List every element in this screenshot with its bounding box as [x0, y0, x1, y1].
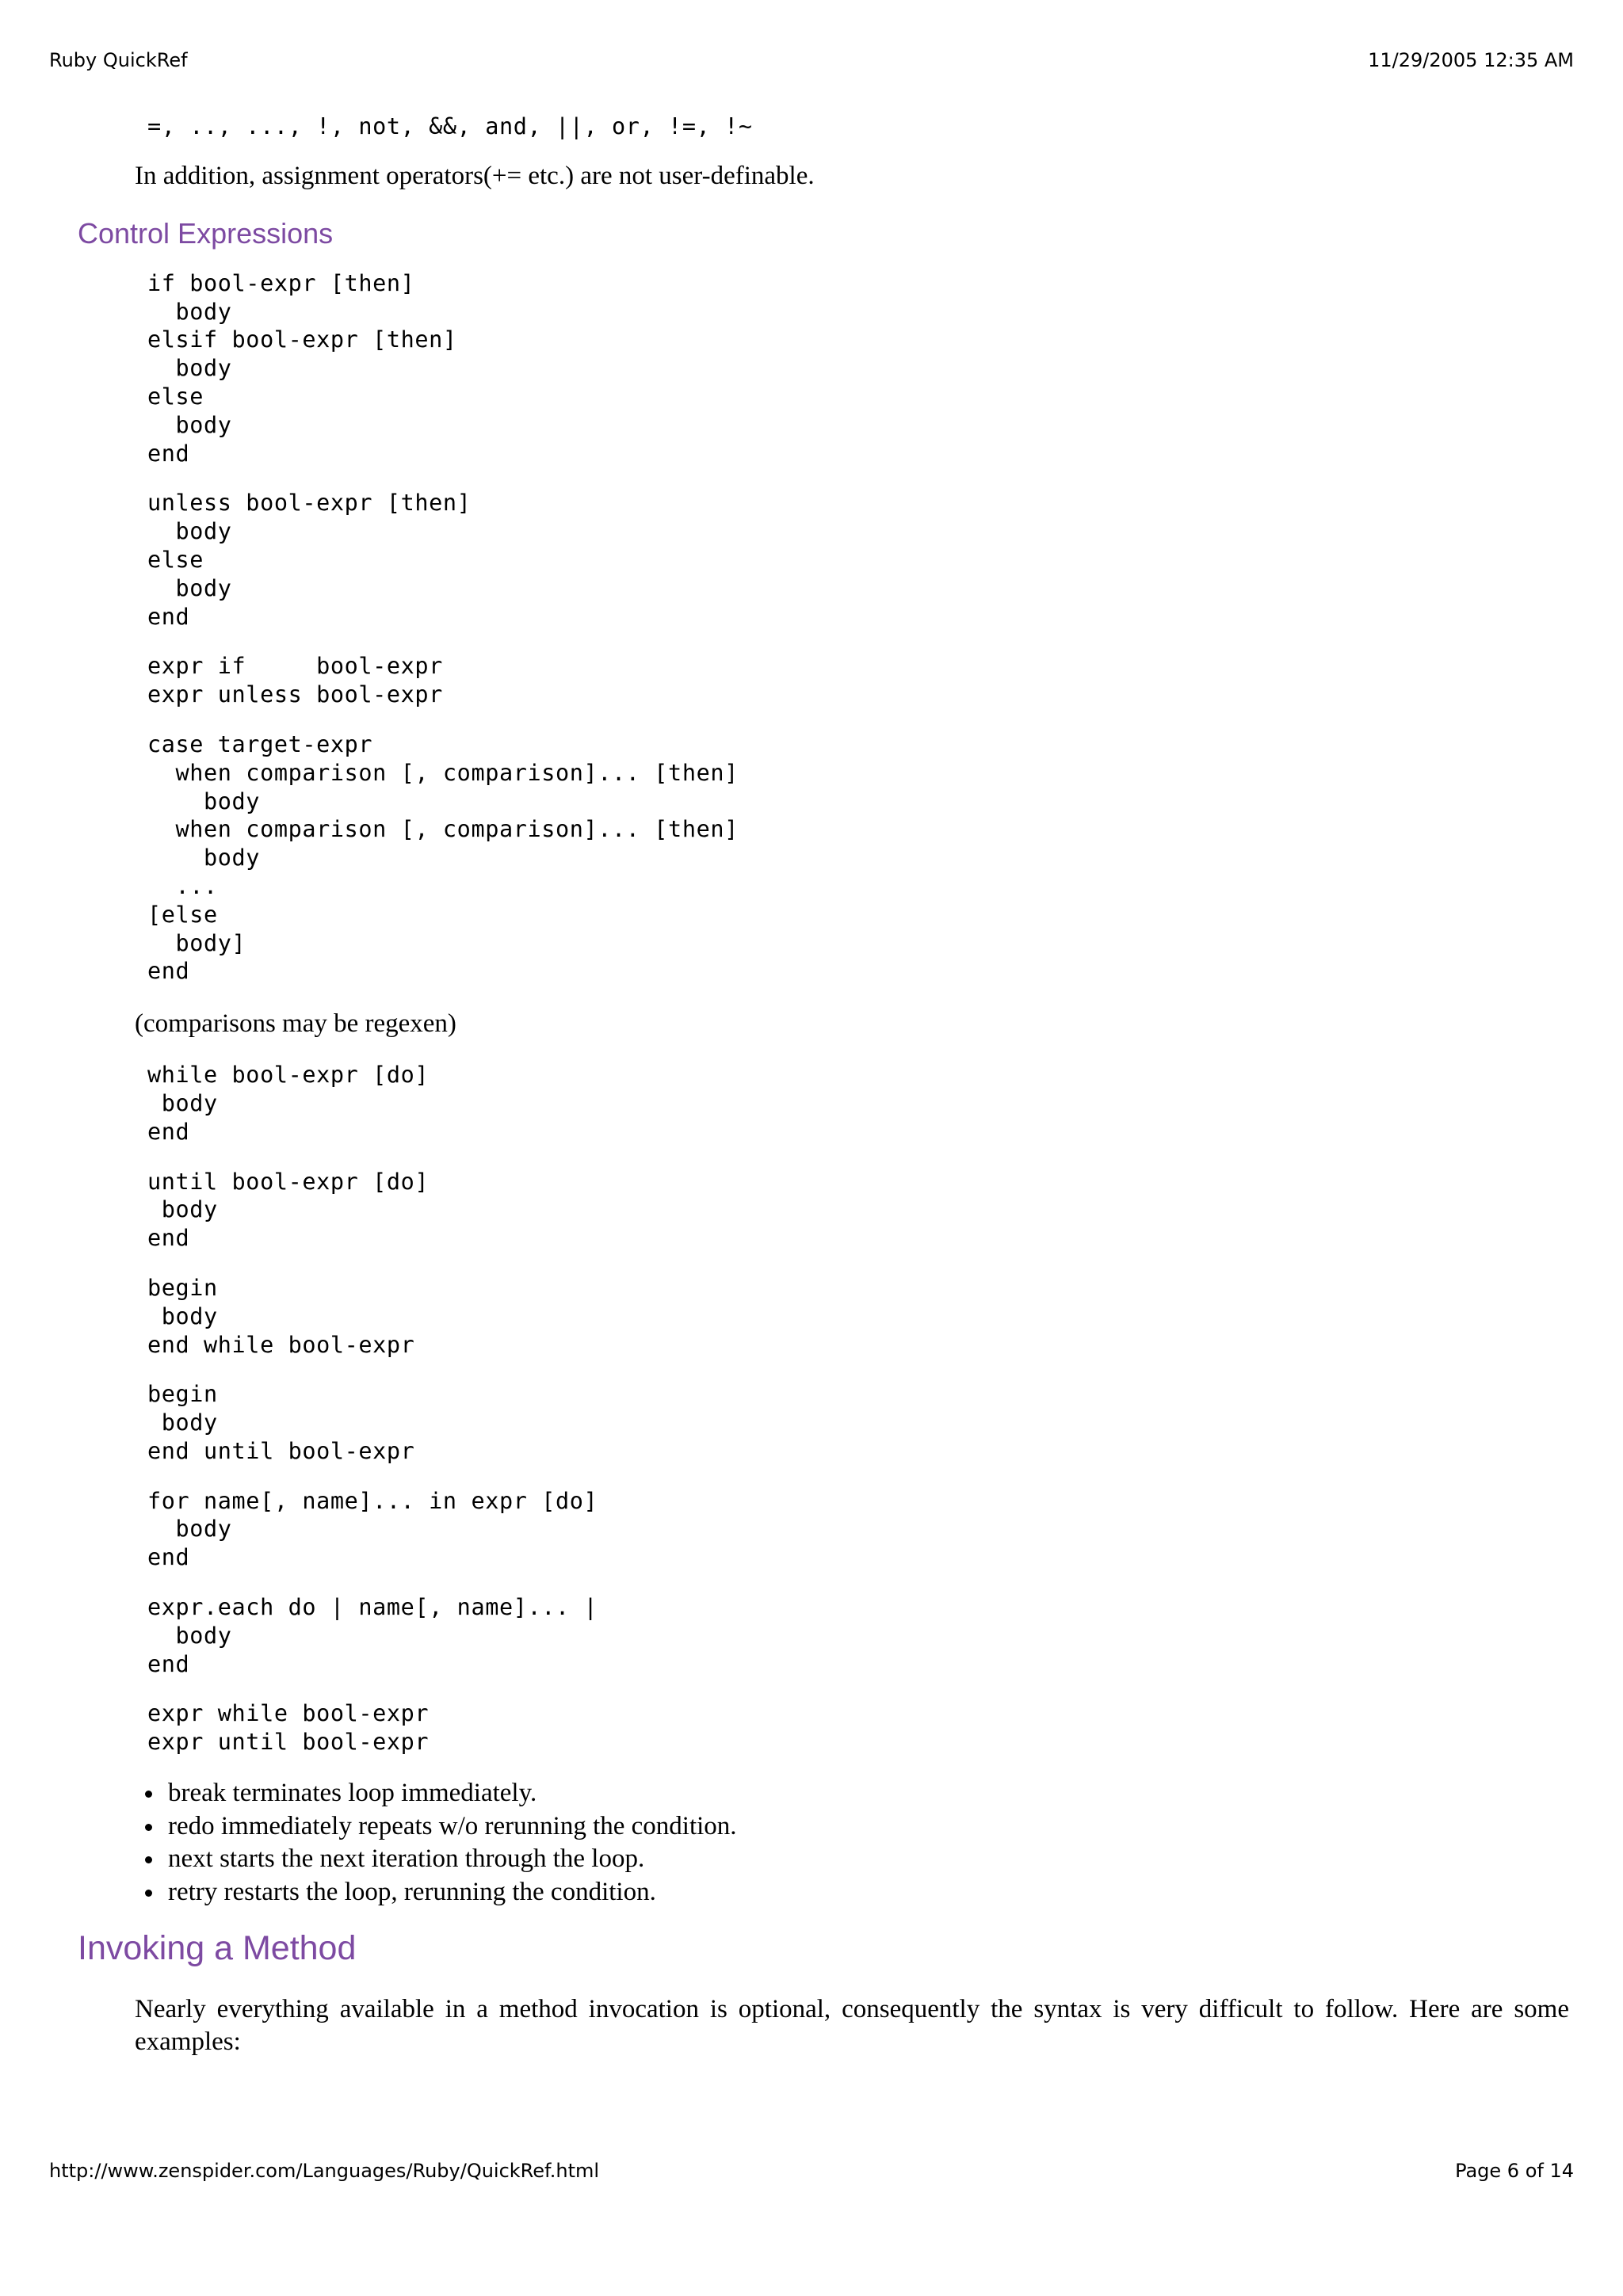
page-content — [78, 101, 1569, 2058]
code-until: until bool-expr [do] body end — [147, 1168, 430, 1252]
code-modifiers: expr if bool-expr expr unless bool-expr — [147, 653, 443, 708]
assignment-note: In addition, assignment operators(+= etc.) are not user-definable. — [135, 161, 815, 190]
page-footer — [49, 2160, 1574, 2182]
list-item: • next starts the next iteration through the loop. — [165, 1843, 1544, 1876]
list-item: • redo immediately repeats w/o rerunning the condition. — [165, 1810, 1544, 1844]
document-title: Ruby QuickRef — [49, 49, 188, 71]
comparisons-note: (comparisons may be regexen) — [135, 1009, 456, 1039]
invoking-method-text: Nearly everything available in a method invocation is optional, consequently the syntax is very difficult to follow. Here are some examples: — [135, 1995, 1569, 2057]
control-expressions-heading: Control Expressions — [78, 216, 334, 250]
invoking-method-heading: Invoking a Method — [78, 1929, 357, 1968]
code-begin-while: begin body end while bool-expr — [147, 1274, 415, 1358]
print-timestamp: 11/29/2005 12:35 AM — [1368, 49, 1574, 71]
page-number: Page 6 of 14 — [1455, 2160, 1574, 2182]
list-item: • break terminates loop immediately. — [165, 1777, 1544, 1810]
page-header — [49, 49, 1574, 71]
code-case: case target-expr when comparison [, comparison]... [then] body when comparison [, comparison]... [then] body ... [else body] end — [147, 730, 739, 985]
source-url: http://www.zenspider.com/Languages/Ruby/QuickRef.html — [49, 2160, 600, 2182]
operators-code: =, .., ..., !, not, &&, and, ||, or, !=, !~ — [147, 113, 753, 139]
code-if: if bool-expr [then] body elsif bool-expr [then] body else body end — [147, 269, 457, 467]
code-begin-until: begin body end until bool-expr — [147, 1381, 415, 1464]
code-while: while bool-expr [do] body end — [147, 1062, 430, 1145]
code-for: for name[, name]... in expr [do] body end — [147, 1487, 598, 1571]
code-unless: unless bool-expr [then] body else body end — [147, 490, 472, 630]
code-loop-modifiers: expr while bool-expr expr until bool-expr — [147, 1700, 430, 1756]
list-item: • retry restarts the loop, rerunning the condition. — [165, 1876, 1544, 1909]
code-each: expr.each do | name[, name]... | body end — [147, 1594, 598, 1677]
loop-control-list — [78, 1777, 1544, 1909]
